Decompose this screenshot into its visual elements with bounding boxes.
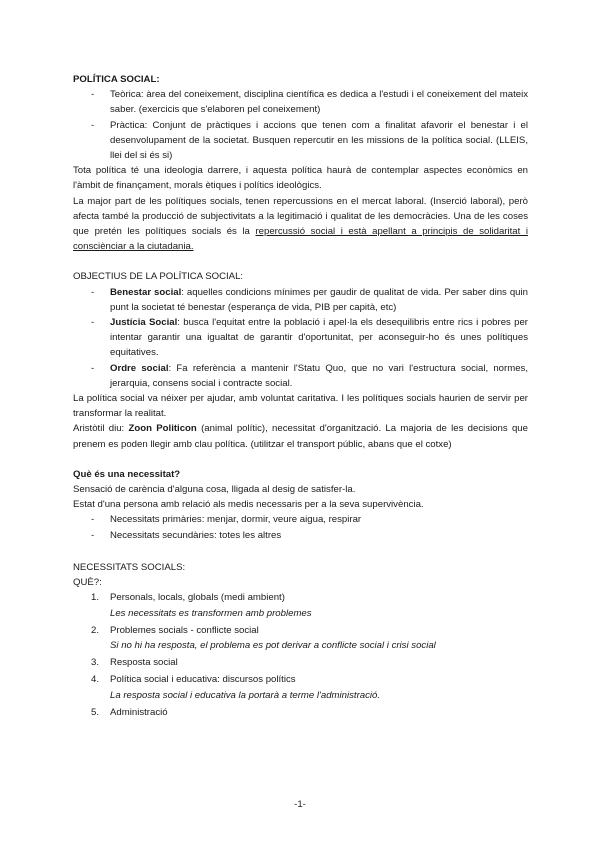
objectius-list [73, 285, 528, 391]
list-item: - Benestar social: aquelles condicions mínimes per gaudir de qualitat de vida. Per saber dins quin punt la societat té benestar (esperança de vida, PIB per capità, etc) [110, 285, 528, 315]
politica-list [73, 87, 528, 163]
necessitat-line-1: Sensació de carència d'alguna cosa, lligada al desig de satisfer-la. [73, 484, 356, 496]
page-number: -1- [294, 799, 306, 810]
politica-heading: POLÍTICA SOCIAL: [73, 74, 160, 85]
necessitats-socials-heading: NECESSITATS SOCIALS: [73, 561, 186, 573]
document-page [73, 72, 528, 722]
necessitat-heading: Què és una necessitat? [73, 468, 181, 480]
underlined-text: repercussió social i està apellant a principis de solidaritat i consciènciar a la ciutadania. [73, 226, 528, 253]
necessitat-line-2: Estat d'una persona amb relació als medis necessaris per a la seva supervivència. [73, 499, 424, 511]
list-item: - Justícia Social: busca l'equitat entre la població i apel·la els desequilibris entre rics i pobres per intentar garantir una igualtat de garantir d'oportunitat, per aconseguir-ho és unes polítiques equitatives. [110, 315, 528, 361]
list-item: - Necessitats primàries: menjar, dormir, veure aigua, respirar [110, 512, 528, 527]
necessitats-socials-subheading: QUÈ?: [73, 577, 102, 589]
list-item: - Ordre social: Fa referència a mantenir l'Statu Quo, que no vari l'estructura social, normes, jerarquia, consens social i contracte social. [110, 361, 528, 391]
objectius-heading: OBJECTIUS DE LA POLÍTICA SOCIAL: [73, 271, 244, 283]
list-item: - Necessitats secundàries: totes les altres [110, 528, 528, 543]
list-item: 2. Problemes socials - conflicte social Si no hi ha resposta, el problema es pot derivar a conflicte social i crisi social [91, 624, 436, 651]
objectius-paragraph-1: La política social va néixer per ajudar, amb voluntat caritativa. I les polítiques socials haurien de servir per transformar la realitat. [73, 393, 528, 420]
necessitat-list [73, 512, 528, 542]
objectius-paragraph-2: Aristòtil diu: Zoon Politicon (animal polític), necessitat d'organització. La majoria de les decisions que prenem es poden llegir amb clau política. (utilitzar el transport públic, abans que el cotxe) [73, 423, 528, 450]
necessitats-socials-list [73, 590, 528, 720]
list-item: 4. Política social i educativa: discursos polítics La resposta social i educativa la portarà a terme l'administració. [91, 674, 381, 701]
list-item: 1. Personals, locals, globals (medi ambient) Les necessitats es transformen amb problemes [91, 592, 312, 619]
list-item: 3. Resposta social [91, 657, 178, 669]
politica-paragraph-1: Tota política té una ideologia darrere, i aquesta política haurà de contemplar aspectes econòmics en l'àmbit de finançament, morals ètiques i polítics ideològics. [73, 165, 528, 192]
list-item: - Pràctica: Conjunt de pràctiques i accions que tenen com a finalitat afavorir el benestar i el desenvolupament de la societat. Busquen repercutir en les missions de la política social. (LLEIS, llei del si és si) [110, 118, 528, 164]
list-item: - Teòrica: àrea del coneixement, disciplina científica es dedica a l'estudi i el coneixement del mateix saber. (exercicis que s'elaboren pel coneixement) [110, 87, 528, 117]
list-item: 5. Administració [91, 706, 168, 718]
politica-paragraph-2: La major part de les polítiques socials, tenen repercussions en el mercat laboral. (Inserció laboral), però afecta també la producció de subjectivitats a la legitimació i qualitat de les democràcies. Una de les coses que pretén les polítiques socials és la repercussió social i està apellant a principis de solidaritat i consciènciar a la ciutadania. [73, 195, 528, 253]
